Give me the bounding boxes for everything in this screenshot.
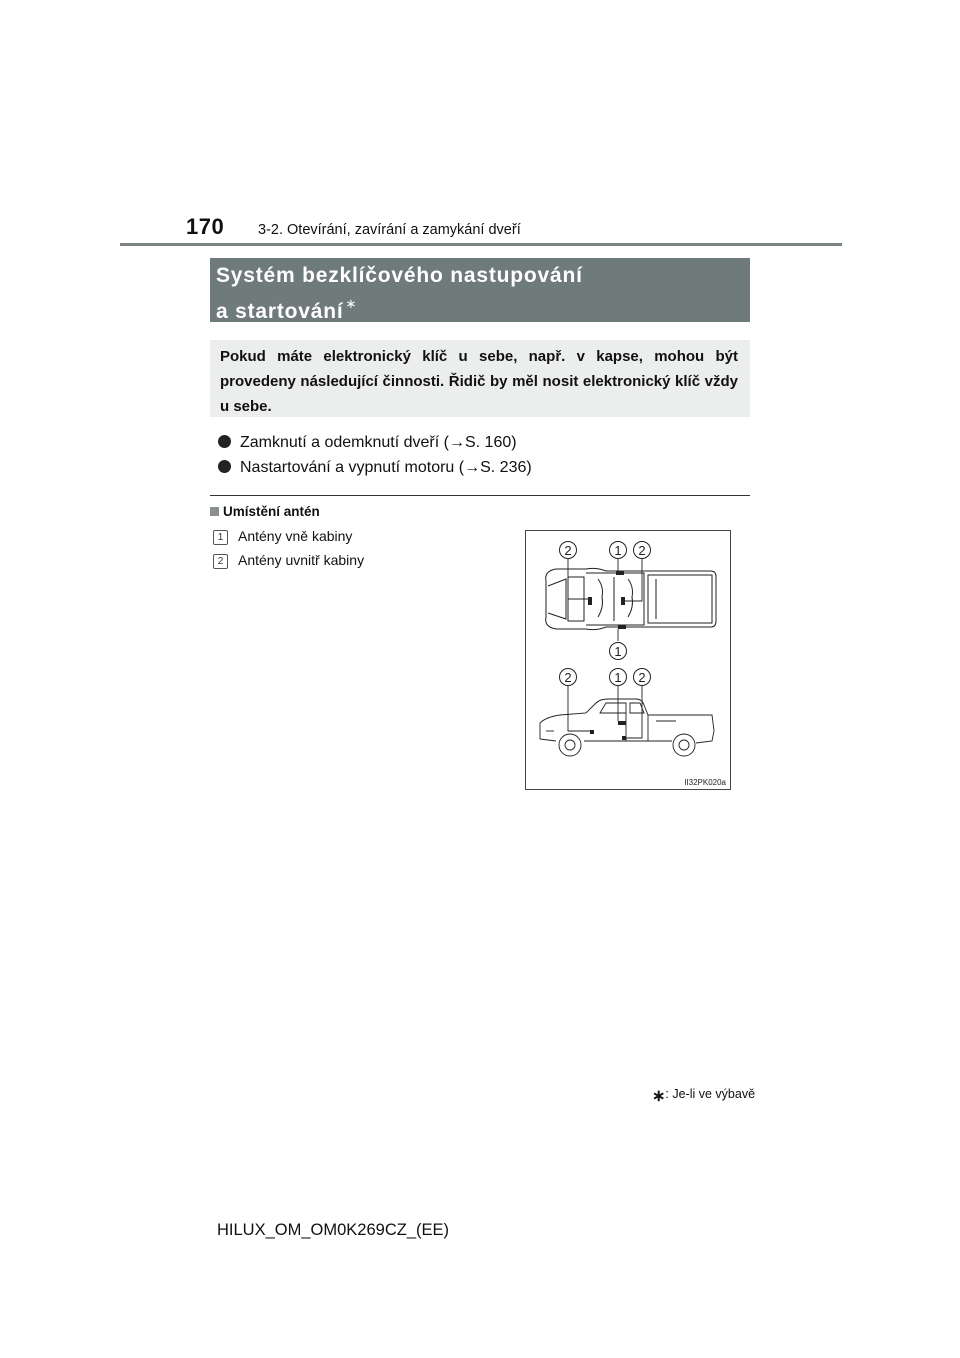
header-divider: [120, 243, 842, 246]
document-id: HILUX_OM_OM0K269CZ_(EE): [217, 1221, 449, 1239]
intro-text: Pokud máte elektronický klíč u sebe, např. v kapse, mohou být provedeny následující činnosti. Řidič by měl nosit elektronický klíč vždy u sebe.: [210, 340, 750, 417]
bullet-start-stop: Nastartování a vypnutí motoru (→S. 236): [218, 459, 532, 477]
antenna-heading: Umístění antén: [210, 504, 320, 519]
callout-outside-antenna-2: 1: [614, 644, 622, 659]
legend-item-outside: 1 Antény vně kabiny: [213, 528, 352, 545]
callout-side-outside: 1: [614, 670, 622, 685]
subsection-divider: [210, 495, 750, 496]
equipment-asterisk: ∗: [345, 296, 358, 311]
asterisk-icon: ∗: [652, 1088, 666, 1105]
section-title-line2: a startování ∗: [216, 296, 358, 323]
callout-inside-antenna-2: 2: [638, 543, 646, 558]
square-bullet-icon: [210, 507, 219, 516]
bullet-lock-unlock: Zamknutí a odemknutí dveří (→S. 160): [218, 434, 517, 452]
page-number: 170: [186, 214, 225, 239]
vehicle-illustration: [526, 531, 730, 789]
section-breadcrumb: 3-2. Otevírání, zavírání a zamykání dveří: [258, 222, 521, 238]
callout-side-inside-2: 2: [638, 670, 646, 685]
pickup-side-view: [540, 699, 714, 756]
page-ref-arrow-icon: →: [464, 459, 481, 476]
page-ref-arrow-icon: →: [448, 434, 465, 451]
bullet-dot-icon: [218, 460, 231, 473]
callout-inside-antenna-1: 2: [564, 543, 572, 558]
callout-side-inside-1: 2: [564, 670, 572, 685]
bullet-dot-icon: [218, 435, 231, 448]
section-title-line1: Systém bezklíčového nastupování: [216, 264, 583, 287]
section-title: [210, 258, 750, 322]
legend-item-inside: 2 Antény uvnitř kabiny: [213, 552, 364, 569]
callout-outside-antenna-1: 1: [614, 543, 622, 558]
footnote: ∗: Je-li ve výbavě: [652, 1087, 756, 1105]
diagram-code: II32PK020a: [684, 778, 726, 787]
antenna-location-diagram: [525, 530, 731, 790]
